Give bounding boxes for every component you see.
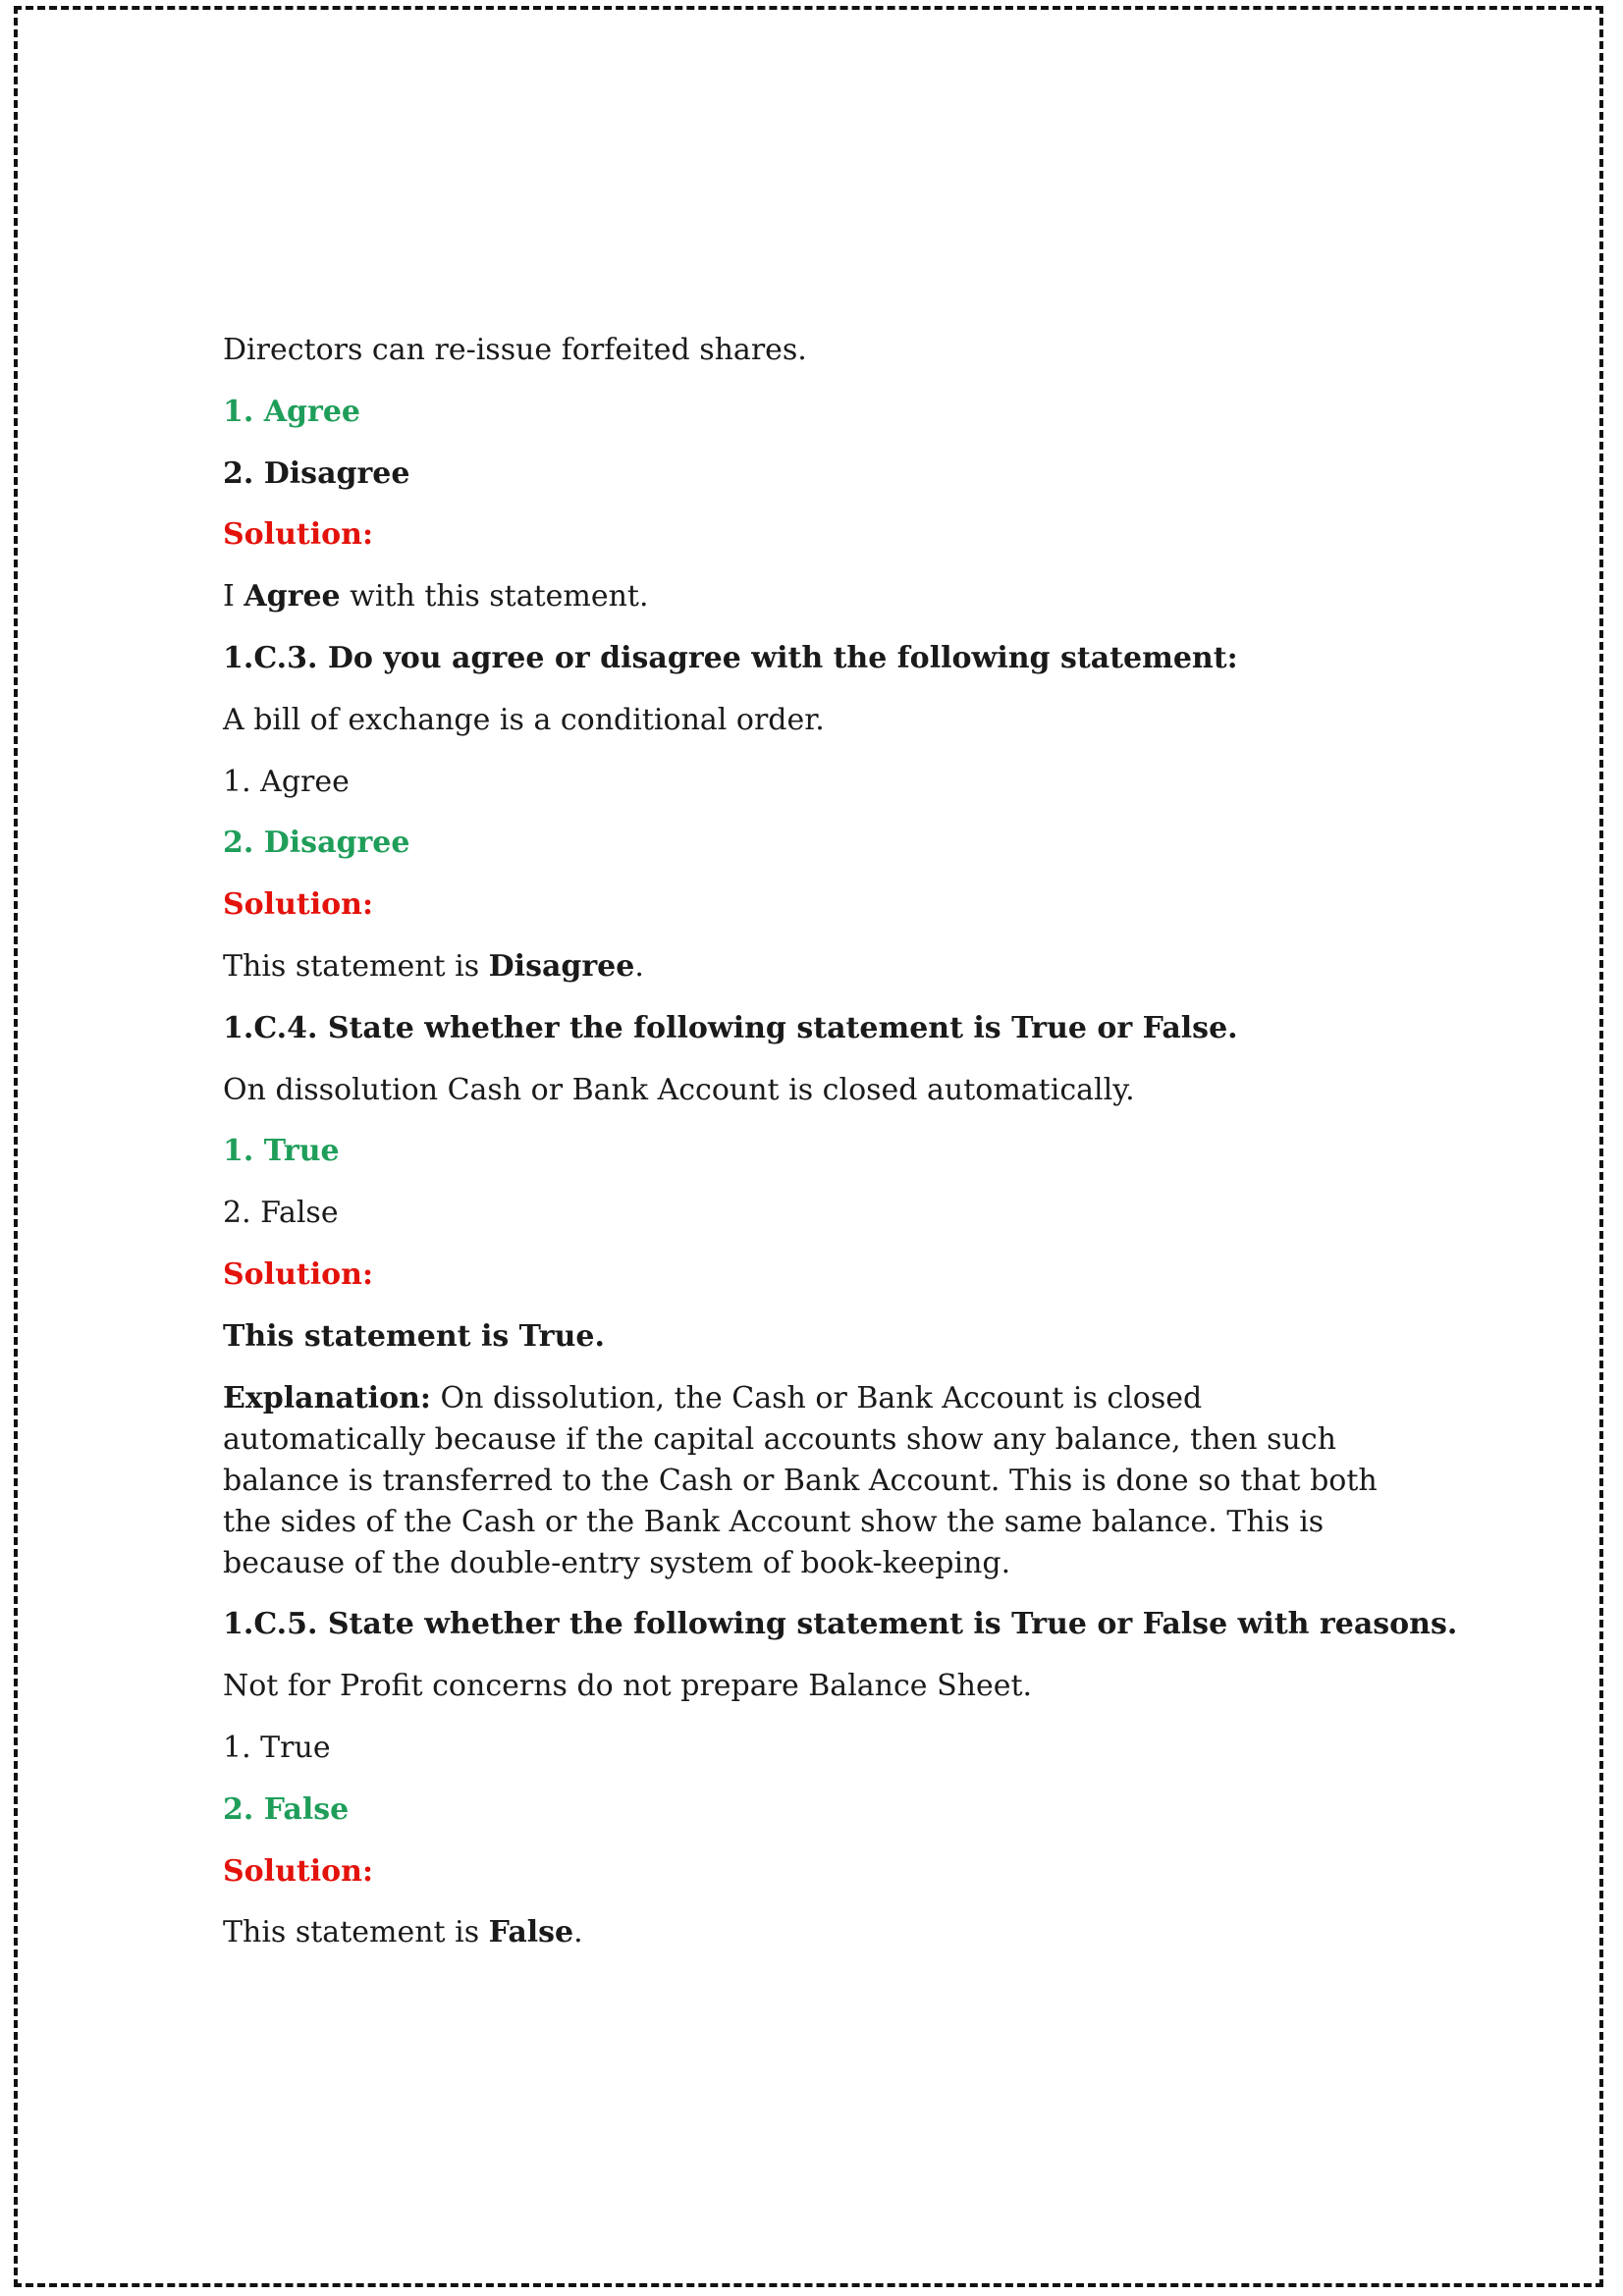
answer-text: This statement is True. — [223, 1318, 605, 1354]
option-correct: 2. False — [223, 1791, 350, 1827]
explanation-paragraph — [223, 1378, 1401, 1584]
option-correct: 1. True — [223, 1134, 340, 1169]
answer-pre: I — [223, 579, 244, 614]
question-heading: 1.C.4. State whether the following statement is True or False. — [223, 1010, 1238, 1045]
solution-label: Solution: — [223, 1256, 374, 1292]
statement-text: A bill of exchange is a conditional order. — [223, 702, 825, 737]
statement-text: Directors can re-issue forfeited shares. — [223, 333, 807, 367]
option: 1. Agree — [223, 764, 350, 799]
answer-text — [223, 1912, 1401, 1953]
solution-label: Solution: — [223, 887, 374, 923]
answer-pre: This statement is — [223, 948, 489, 984]
document-content — [223, 330, 1458, 1974]
option: 2. False — [223, 1196, 339, 1231]
solution-label: Solution: — [223, 517, 374, 553]
statement-text: Not for Profit concerns do not prepare Balance Sheet. — [223, 1669, 1033, 1704]
statement-text: On dissolution Cash or Bank Account is closed automatically. — [223, 1072, 1135, 1107]
answer-pre: This statement is — [223, 1915, 489, 1950]
answer-text — [223, 576, 1401, 617]
answer-bold: Disagree — [488, 948, 635, 984]
option-correct: 1. Agree — [223, 394, 360, 429]
question-heading: 1.C.3. Do you agree or disagree with the following statement: — [223, 640, 1238, 675]
answer-bold: Agree — [243, 579, 341, 614]
explanation-label: Explanation: — [223, 1380, 431, 1415]
answer-post: . — [634, 948, 644, 984]
solution-label: Solution: — [223, 1853, 374, 1889]
answer-bold: False — [488, 1915, 574, 1950]
option: 2. Disagree — [223, 455, 410, 491]
option: 1. True — [223, 1730, 331, 1765]
option-correct: 2. Disagree — [223, 826, 410, 861]
answer-post: . — [573, 1915, 583, 1950]
answer-text — [223, 946, 1401, 988]
question-heading: 1.C.5. State whether the following statement is True or False with reasons. — [223, 1607, 1458, 1642]
answer-post: with this statement. — [340, 579, 649, 614]
explanation-text: On dissolution, the Cash or Bank Account is closed automatically because if the capital accounts show any balance, then such balance is transferred to the Cash or Bank Account. This is done so that both the sides of the Cash or the Bank Account show the same balance. This is because of the double-entry system of book-keeping. — [223, 1380, 1378, 1580]
